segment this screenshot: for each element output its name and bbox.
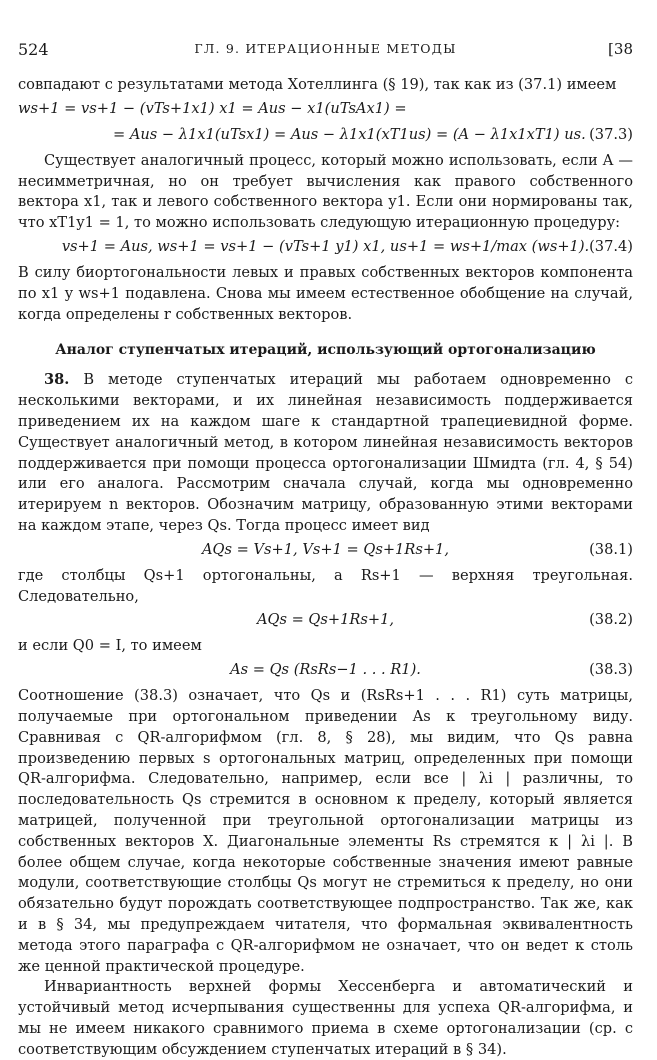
section-reference: [38 xyxy=(608,40,633,58)
equation-text: AQs = Qs+1Rs+1, xyxy=(256,611,395,629)
paragraph-7: Соотношение (38.3) означает, что Qs и (RsRs+1 . . . R1) суть матрицы, получаемые при ортогональном приведении As к треугольному виду. Сравнивая с QR-алгорифмом (гл. 8, § 28), мы видим, что Qs равна произведению первых s ортогональных матриц, определенных при помощи QR-алгорифма. Следовательно, например, если все | λi | различны, то последовательность Qs стремится в основном к пределу, который является матрицей, полученной при треугольной ортогонализации матрицы из собственных векторов X. Диагональные элементы Rs стремятся к | λi |. В более общем случае, когда некоторые собственные значения имеют равные модули, соответствующие столбцы Qs могут не стремиться к пределу, но они обязательно будут порождать соответствующее подпространство. Так же, как и в § 34, мы предупреждаем читателя, что формальная эквивалентность метода этого параграфа с QR-алгорифмом не означает, что он ведет к столь же ценной практической процедуре. xyxy=(18,687,633,975)
equation-text: = Aus − λ1x1(uTsx1) = Aus − λ1x1(xT1us) = (A − λ1x1xT1) us. xyxy=(113,125,586,143)
running-title: ГЛ. 9. ИТЕРАЦИОННЫЕ МЕТОДЫ xyxy=(194,41,457,56)
equation-number: (38.2) xyxy=(589,611,633,629)
section-heading: Аналог ступенчатых итераций, использующий ортогонализацию xyxy=(55,342,596,359)
section-number: 38. xyxy=(44,371,70,389)
page-header xyxy=(18,40,633,62)
paragraph-2: Существует аналогичный процесс, который можно использовать, если A — несимметричная, но он требует вычисления как правого собственного вектора x1, так и левого собственного вектора y1. Если они нормированы так, что xT1y1 = 1, то можно использовать следующую итерационную процедуру: xyxy=(18,151,633,232)
equation-text: As = Qs (RsRs−1 . . . R1). xyxy=(230,661,421,679)
equation-text: ws+1 = vs+1 − (vTs+1x1) x1 = Aus − x1(uTsAx1) = xyxy=(18,99,407,117)
paragraph-3: В силу биортогональности левых и правых собственных векторов компонента по x1 у ws+1 подавлена. Снова мы имеем естественное обобщение на случай, когда определены r собственных векторов. xyxy=(18,263,633,323)
equation-38-2 xyxy=(18,610,633,633)
equation-number: (37.4) xyxy=(589,237,633,255)
paragraph-4-text: В методе ступенчатых итераций мы работаем одновременно с несколькими векторами, и их линейная независимость поддерживается приведением их на каждом шаге к стандартной трапециевидной форме. Существует аналогичный метод, в котором линейная независимость векторов поддерживается при помощи процесса ортогонализации Шмидта (гл. 4, § 54) или его аналога. Рассмотрим сначала случай, когда мы одновременно итерируем n векторов. Обозначим матрицу, образованную этими векторами на каждом этапе, через Qs. Тогда процесс имеет вид xyxy=(18,371,634,534)
text-body xyxy=(18,75,633,1060)
equation-number: (38.1) xyxy=(589,540,633,558)
equation-number: (38.3) xyxy=(589,661,633,679)
equation-38-1 xyxy=(18,540,633,563)
paragraph-4 xyxy=(18,370,633,536)
equation-38-3 xyxy=(18,660,633,683)
equation-number: (37.3) xyxy=(589,125,633,143)
equation-text: vs+1 = Aus, ws+1 = vs+1 − (vTs+1 y1) x1, us+1 = ws+1/max (ws+1). xyxy=(61,237,590,255)
equation-37-3-line-1 xyxy=(18,99,633,122)
equation-37-3-line-2 xyxy=(18,125,633,148)
equation-37-4 xyxy=(18,237,633,260)
paragraph-1: совпадают с результатами метода Хотеллинга (§ 19), так как из (37.1) имеем xyxy=(18,76,617,93)
paragraph-5: где столбцы Qs+1 ортогональны, а Rs+1 — верхняя треугольная. Следовательно, xyxy=(18,566,633,605)
equation-text: AQs = Vs+1, Vs+1 = Qs+1Rs+1, xyxy=(202,540,449,558)
paragraph-6: и если Q0 = I, то имеем xyxy=(18,637,202,655)
paragraph-8: Инвариантность верхней формы Хессенберга и автоматический и устойчивый метод исчерпывания существенны для успеха QR-алгорифма, и мы не имеем никакого сравнимого приема в схеме ортогонализации (ср. с соответствующим обсуждением ступенчатых итераций в § 34). xyxy=(18,978,633,1058)
page-number: 524 xyxy=(18,40,49,59)
